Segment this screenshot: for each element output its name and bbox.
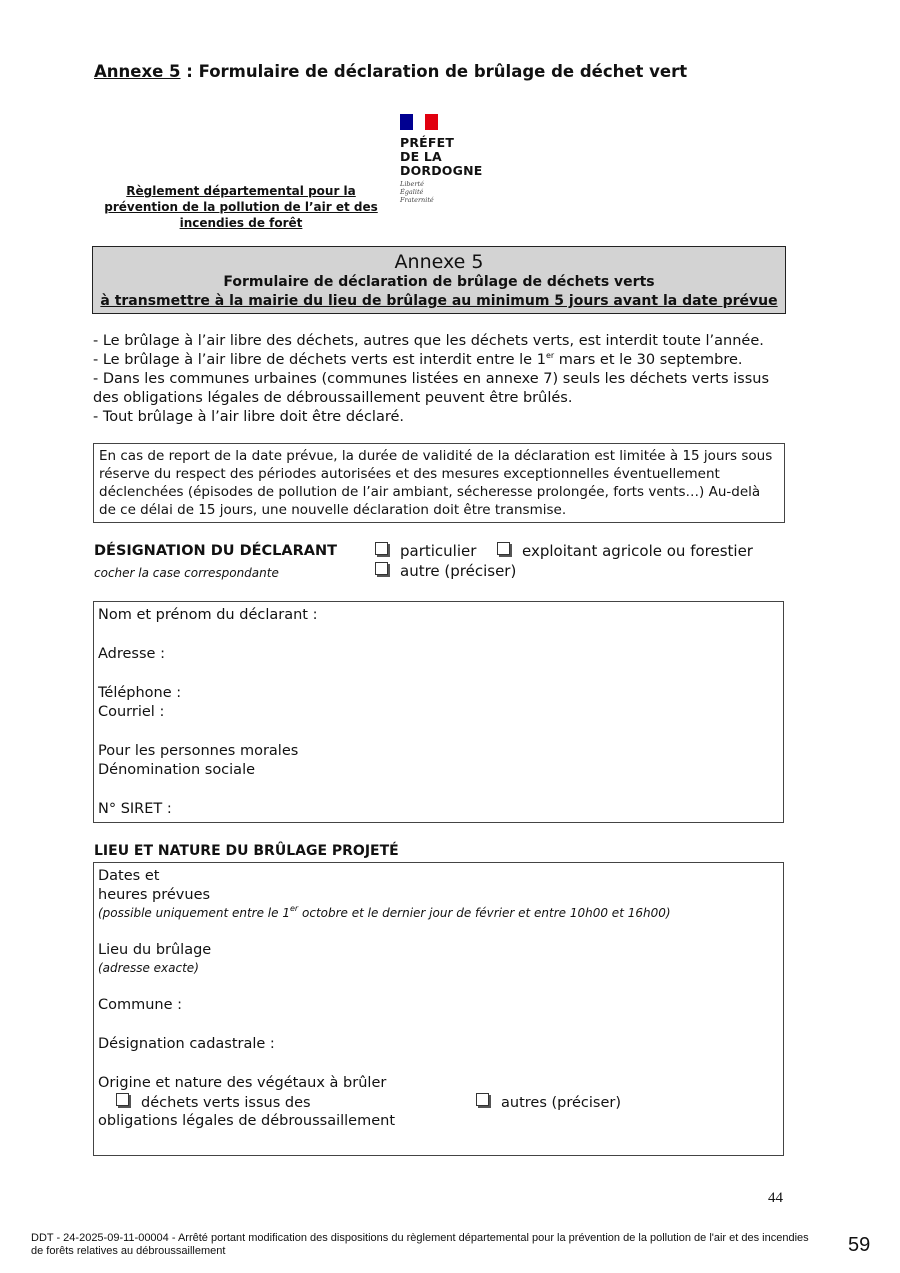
rules-list xyxy=(93,332,783,427)
dechets-verts-line2: obligations légales de débroussaillement xyxy=(98,1113,396,1129)
field-cadastre[interactable]: Désignation cadastrale : xyxy=(98,1036,275,1052)
checkbox-icon[interactable] xyxy=(375,562,388,575)
marianne-flag-icon xyxy=(400,114,438,130)
banner-title: Annexe 5 xyxy=(394,251,484,273)
field-courriel[interactable]: Courriel : xyxy=(98,704,165,720)
annexe-banner xyxy=(92,246,786,314)
footer-text: DDT - 24-2025-09-11-00004 - Arrêté portant modification des dispositions du règlement départemental pour la prévention de la pollution de l'air et des incendies de forêts relatives au débroussaillement xyxy=(31,1232,809,1257)
page-id: 59 xyxy=(848,1234,871,1256)
annexe-label: Annexe 5 xyxy=(94,62,181,81)
field-dates-line2: heures prévues xyxy=(98,887,211,903)
field-siret[interactable]: N° SIRET : xyxy=(98,801,172,817)
rule-item: - Le brûlage à l’air libre des déchets, autres que les déchets verts, est interdit toute l’année. xyxy=(93,333,764,349)
report-notice: En cas de report de la date prévue, la durée de validité de la déclaration est limitée à 15 jours sous réserve du respect des périodes autorisées et des mesures exceptionnelles éventuellement déclenchées (épisodes de pollution de l’air ambiant, sécheresse prolongée, forts vents…) Au-delà de ce délai de 15 jours, une nouvelle déclaration doit être transmise. xyxy=(93,443,785,523)
field-adresse[interactable]: Adresse : xyxy=(98,646,165,662)
reglement-title: Règlement départemental pour la prévention de la pollution de l’air et des incendies de forêt xyxy=(104,184,378,230)
checkbox-icon[interactable] xyxy=(497,542,510,555)
rule-item: - Tout brûlage à l’air libre doit être déclaré. xyxy=(93,409,405,425)
prefet-name: PRÉFET DE LA DORDOGNE xyxy=(400,135,483,178)
checkbox-icon[interactable] xyxy=(116,1093,129,1106)
banner-subtitle: Formulaire de déclaration de brûlage de déchets verts xyxy=(223,274,655,290)
identity-box xyxy=(93,601,784,823)
lieu-note: (adresse exacte) xyxy=(98,961,199,975)
checkbox-icon[interactable] xyxy=(476,1093,489,1106)
declarant-heading: DÉSIGNATION DU DÉCLARANT xyxy=(94,543,338,559)
dates-note: (possible uniquement entre le 1er octobre et le dernier jour de février et entre 10h00 et 16h00) xyxy=(98,904,671,920)
field-denomination[interactable]: Dénomination sociale xyxy=(98,762,256,778)
lieu-box xyxy=(93,862,784,1156)
checkbox-exploitant[interactable]: exploitant agricole ou forestier xyxy=(497,542,753,560)
origine-label: Origine et nature des végétaux à brûler xyxy=(98,1075,387,1091)
field-dates[interactable]: Dates et xyxy=(98,868,160,884)
declarant-hint: cocher la case correspondante xyxy=(94,566,279,580)
field-lieu[interactable]: Lieu du brûlage xyxy=(98,942,212,958)
checkbox-autre[interactable]: autre (préciser) xyxy=(375,562,516,580)
checkbox-particulier[interactable]: particulier xyxy=(375,542,476,560)
devise: Liberté Égalité Fraternité xyxy=(400,180,434,204)
banner-instruction: à transmettre à la mairie du lieu de brûlage au minimum 5 jours avant la date prévue xyxy=(100,293,778,309)
personnes-morales-label: Pour les personnes morales xyxy=(98,743,299,759)
title-rest: : Formulaire de déclaration de brûlage de déchet vert xyxy=(180,62,688,81)
checkbox-icon[interactable] xyxy=(375,542,388,555)
rule-item: - Le brûlage à l’air libre de déchets verts est interdit entre le 1er mars et le 30 septembre. xyxy=(93,351,743,368)
checkbox-dechets-verts[interactable]: déchets verts issus des xyxy=(116,1093,311,1113)
prefet-logo xyxy=(400,114,510,204)
document-title xyxy=(94,62,687,81)
rule-item: - Dans les communes urbaines (communes listées en annexe 7) seuls les déchets verts issus des obligations légales de débroussaillement peuvent être brûlés. xyxy=(93,371,770,406)
field-telephone[interactable]: Téléphone : xyxy=(98,685,182,701)
lieu-heading: LIEU ET NATURE DU BRÛLAGE PROJETÉ xyxy=(94,843,399,859)
checkbox-autres[interactable]: autres (préciser) xyxy=(476,1093,621,1113)
page-number: 44 xyxy=(768,1190,783,1206)
field-commune[interactable]: Commune : xyxy=(98,997,183,1013)
field-nom[interactable]: Nom et prénom du déclarant : xyxy=(98,607,318,623)
